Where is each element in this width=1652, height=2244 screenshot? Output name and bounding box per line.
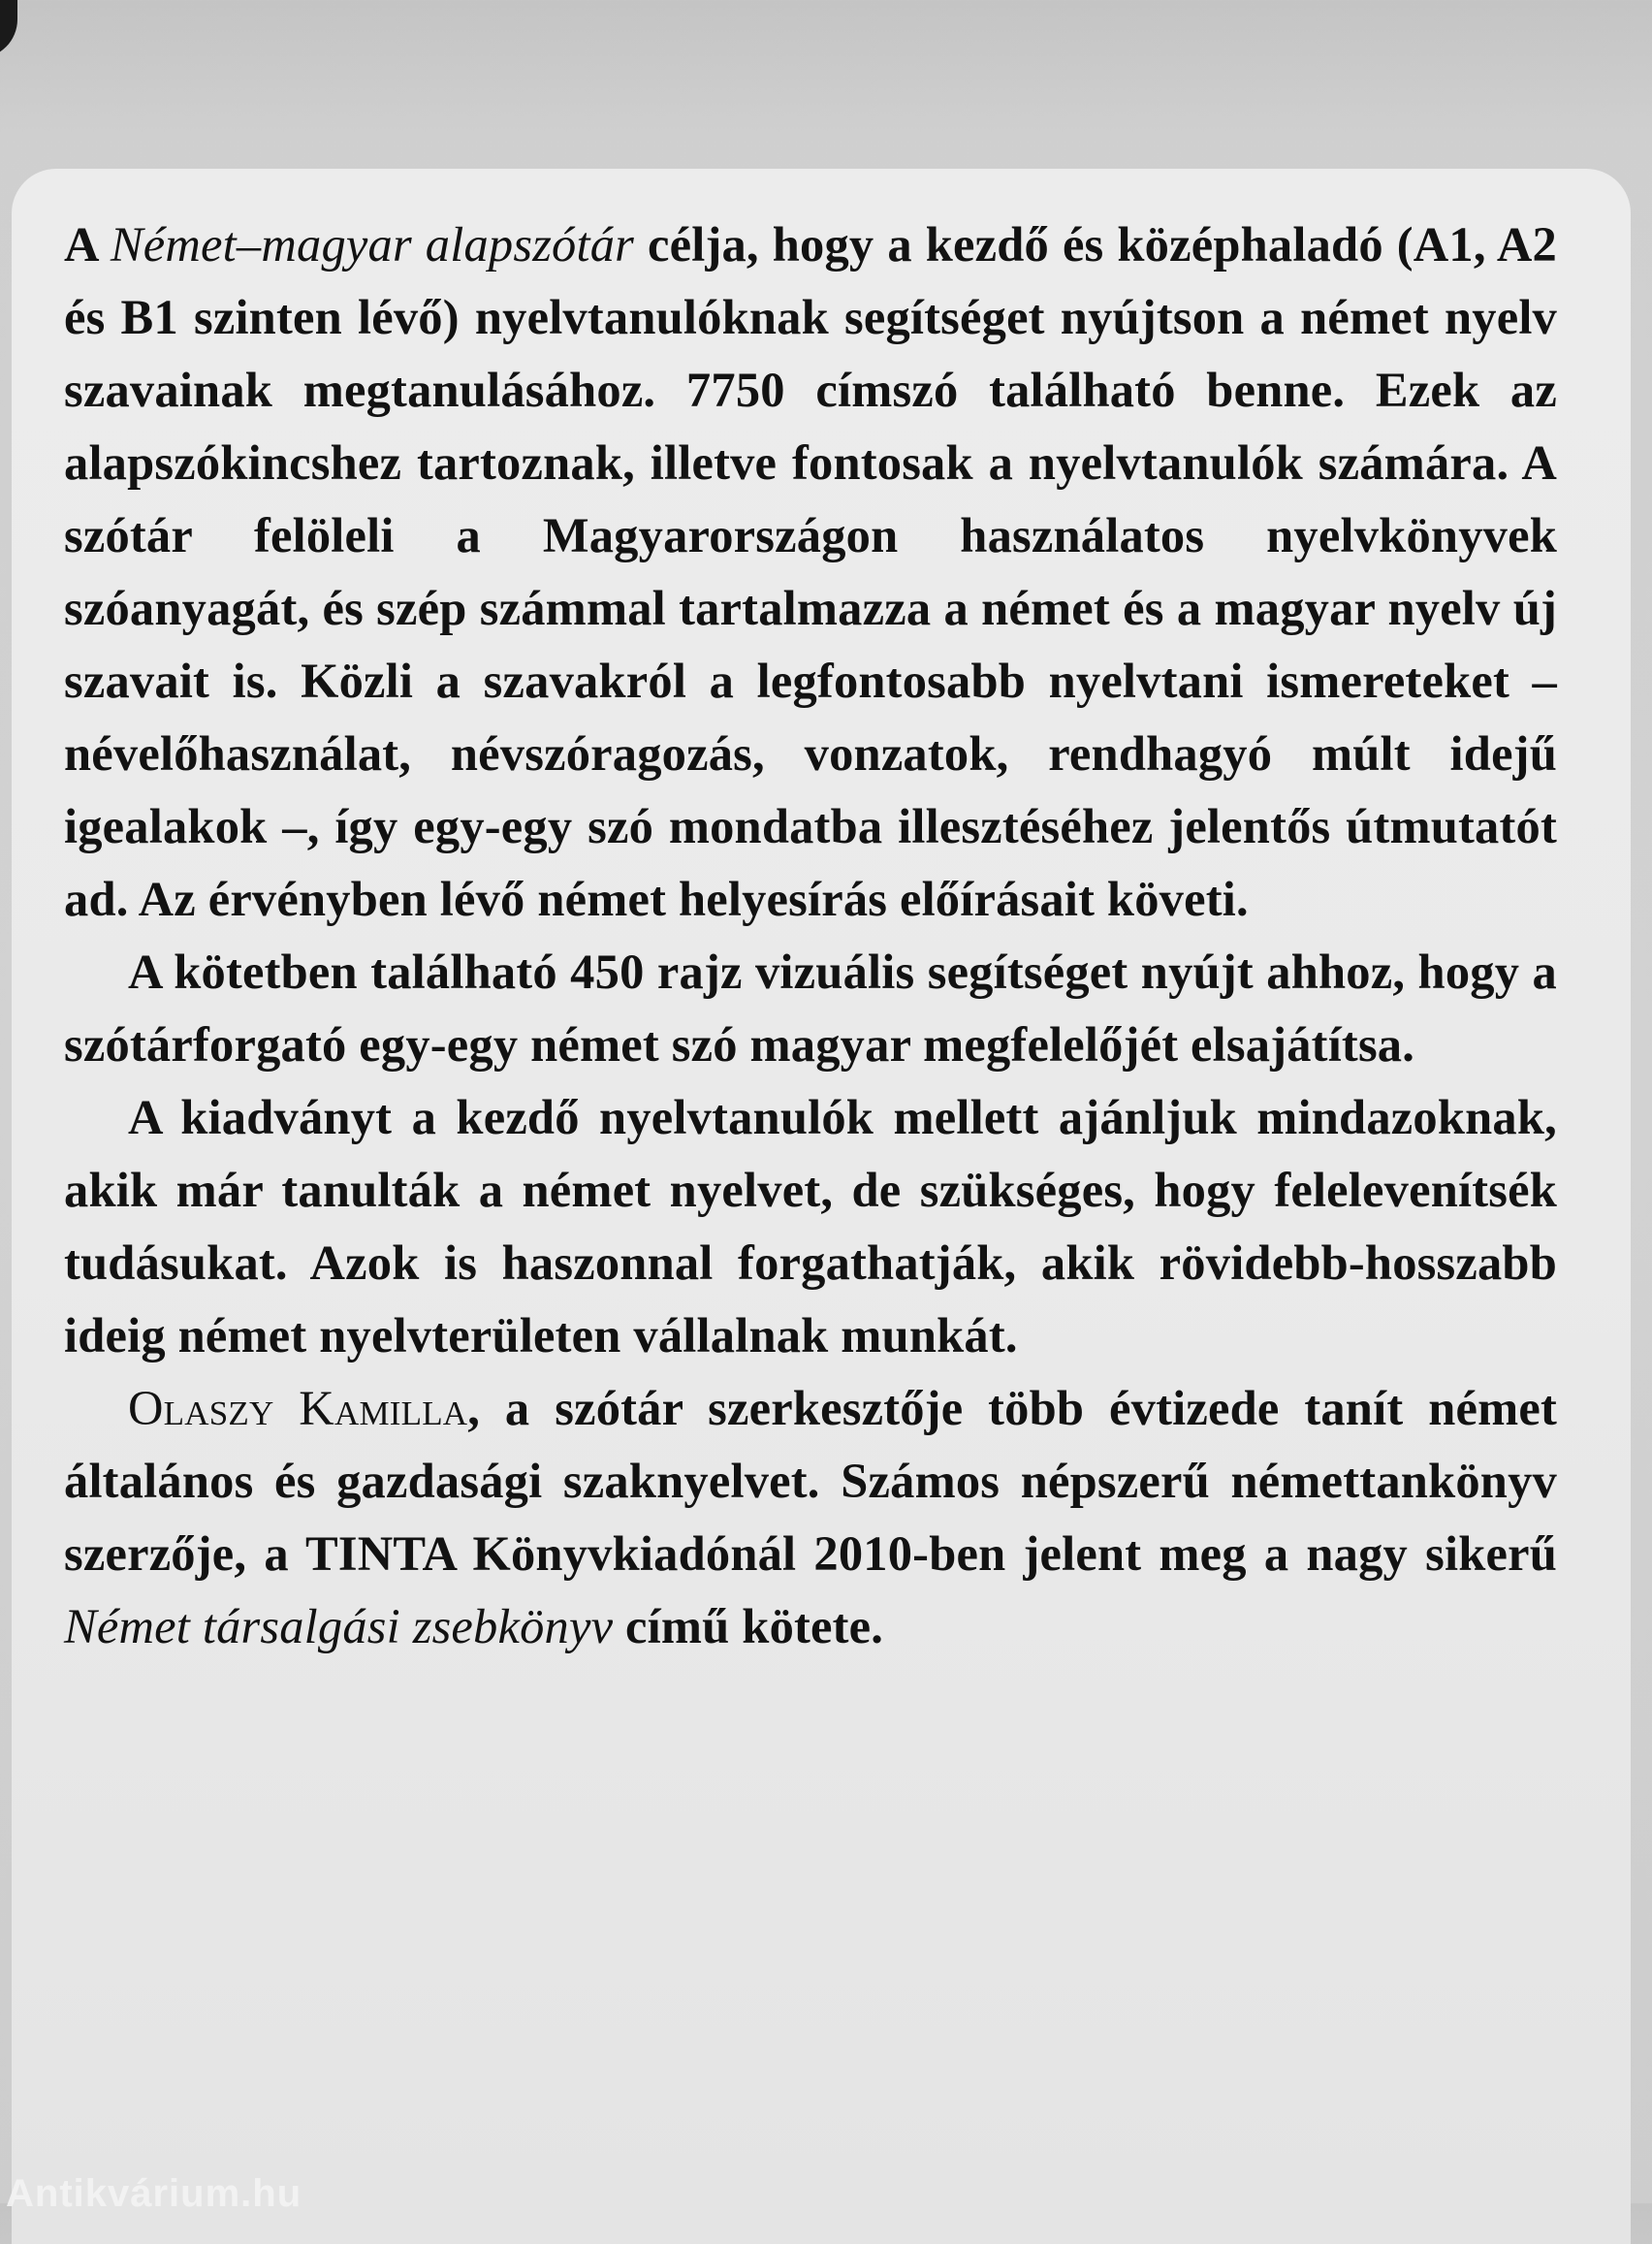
intro-article: A <box>64 217 111 272</box>
author-body-end: című kötete. <box>613 1599 884 1653</box>
intro-body: célja, hogy a kezdő és középhaladó (A1, A2 és B1 szinten lévő) nyelvtanulóknak segítséget nyújtson a német nyelv szavainak megtanulásához. 7750 címszó található benne. Ezek az alapszókincshez tartoznak, illetve fontosak a nyelvtanulók számára. A szótár felöleli a Magyarországon használatos nyelvkönyvek szóanyagát, és szép számmal tartalmazza a német és a magyar nyelv új szavait is. Közli a szavakról a legfontosabb nyelvtani ismereteket – névelőhasználat, névszóragozás, vonzatok, rendhagyó múlt idejű igealakok –, így egy-egy szó mondatba illesztéséhez jelentős útmutatót ad. Az érvényben lévő német helyesírás előírásait követi. <box>64 217 1557 926</box>
other-book-title-italic: Német társalgási zsebkönyv <box>64 1599 614 1653</box>
audience-body: A kiadványt a kezdő nyelvtanulók mellett ajánljuk mindazoknak, akik már tanulták a német nyelvet, de szükséges, hogy felelevenítsék tudásukat. Azok is haszonnal forgathatják, akik rövidebb-hosszabb ideig német nyelvterületen vállalnak munkát. <box>64 1090 1557 1362</box>
paragraph-author <box>64 1372 1557 1663</box>
blurb-text <box>64 208 1557 1663</box>
dark-corner <box>0 0 17 58</box>
paragraph-audience <box>64 1081 1557 1372</box>
paragraph-illustrations <box>64 936 1557 1081</box>
author-name: Olaszy Kamilla <box>128 1381 468 1435</box>
paragraph-intro <box>64 208 1557 936</box>
book-title-italic: Német–magyar alapszótár <box>110 217 635 272</box>
watermark: Antikvárium.hu <box>6 2172 302 2215</box>
author-body: , a szótár szerkesztője több évtizede tanít német általános és gazdasági szaknyelvet. Számos népszerű némettankönyv szerzője, a TINTA Könyvkiadónál 2010-ben jelent meg a nagy sikerű <box>64 1381 1557 1581</box>
illustrations-body: A kötetben található 450 rajz vizuális segítséget nyújt ahhoz, hogy a szótárforgató egy-egy német szó magyar megfelelőjét elsajátítsa. <box>64 945 1557 1072</box>
